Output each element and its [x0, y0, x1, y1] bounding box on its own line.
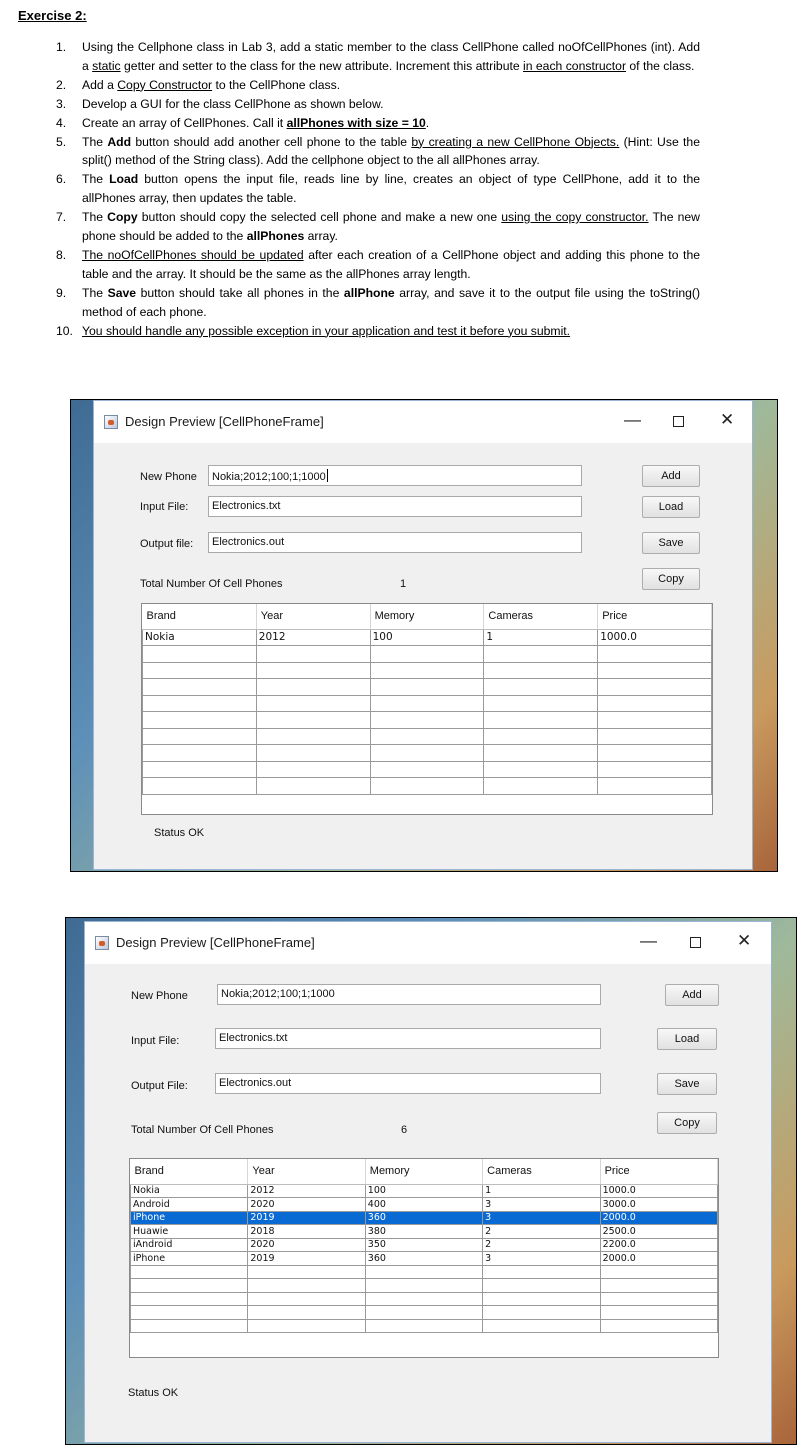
task-number: 5.: [56, 134, 67, 149]
table-cell[interactable]: [248, 1292, 365, 1306]
total-phones-label: Total Number Of Cell Phones: [140, 578, 283, 590]
table-cell[interactable]: 2020: [248, 1238, 365, 1252]
total-phones-value: 1: [400, 578, 407, 590]
table-cell[interactable]: [370, 728, 484, 745]
column-header[interactable]: Cameras: [484, 604, 598, 629]
task-text: [82, 208, 700, 246]
table-cell[interactable]: [598, 745, 712, 762]
task-item: [56, 76, 700, 95]
empty-table-row[interactable]: [131, 1279, 718, 1293]
task-text-run: Using the Cellphone class in Lab 3, add a static member to the class CellPhone called noOfCellPhones (int). Add a: [82, 40, 700, 73]
empty-table-row[interactable]: [143, 761, 712, 778]
table-cell[interactable]: [484, 695, 598, 712]
table-cell[interactable]: [598, 712, 712, 729]
table-cell[interactable]: [256, 646, 370, 663]
task-text: [82, 95, 700, 114]
table-cell[interactable]: 2000.0: [600, 1211, 717, 1225]
table-row[interactable]: [131, 1184, 718, 1198]
empty-table-row[interactable]: [143, 679, 712, 696]
table-cell[interactable]: [365, 1292, 482, 1306]
table-cell[interactable]: [131, 1265, 248, 1279]
column-header[interactable]: Brand: [131, 1159, 248, 1184]
task-text-run: allPhones: [246, 229, 305, 244]
status-label: Status OK: [154, 827, 205, 839]
task-text-run: by creating a new CellPhone Objects.: [411, 134, 620, 149]
empty-table-row[interactable]: [131, 1306, 718, 1320]
table-cell[interactable]: 360: [365, 1211, 482, 1225]
table-cell[interactable]: 1000.0: [600, 1184, 717, 1198]
add-button[interactable]: Add: [665, 984, 719, 1006]
task-text-run: button should add another cell phone to the table: [131, 134, 412, 149]
table-cell[interactable]: 100: [370, 629, 484, 646]
table-cell[interactable]: [370, 662, 484, 679]
column-header[interactable]: Brand: [143, 604, 257, 629]
table-cell[interactable]: [256, 728, 370, 745]
task-text-run: button should copy the selected cell phone and make a new one: [137, 210, 502, 225]
table-cell[interactable]: Nokia: [143, 629, 257, 646]
output-file-input[interactable]: Electronics.out: [215, 1073, 601, 1094]
table-cell[interactable]: [131, 1292, 248, 1306]
table-cell[interactable]: 2019: [248, 1211, 365, 1225]
task-number: 1.: [56, 40, 67, 54]
copy-button[interactable]: Copy: [642, 568, 700, 590]
empty-table-row[interactable]: [143, 646, 712, 663]
task-number: 8.: [56, 247, 67, 262]
task-text-run: allPhones with size = 10: [286, 115, 426, 130]
total-phones-value: 6: [401, 1124, 408, 1136]
table-cell[interactable]: [143, 695, 257, 712]
empty-table-row[interactable]: [143, 745, 712, 762]
table-cell[interactable]: [131, 1319, 248, 1333]
task-text-run: Add: [107, 134, 132, 149]
task-text-run: array.: [304, 229, 338, 244]
task-text-run: Develop a GUI for the class CellPhone as shown below.: [82, 96, 384, 111]
table-cell[interactable]: [598, 662, 712, 679]
table-cell[interactable]: [256, 761, 370, 778]
table-cell[interactable]: [370, 679, 484, 696]
task-text-run: The: [82, 210, 108, 225]
task-text-run: Create an array of CellPhones. Call it: [82, 115, 287, 130]
table-row[interactable]: [131, 1225, 718, 1239]
task-item: [56, 95, 700, 114]
table-cell[interactable]: [484, 745, 598, 762]
cellphone-frame-window-1: [93, 400, 753, 870]
phones-table[interactable]: [129, 1158, 719, 1358]
minimize-icon[interactable]: —: [624, 410, 641, 429]
load-button[interactable]: Load: [657, 1028, 717, 1050]
table-cell[interactable]: [598, 695, 712, 712]
table-cell[interactable]: [143, 745, 257, 762]
task-item: [56, 284, 700, 322]
table-cell[interactable]: [143, 728, 257, 745]
table-cell[interactable]: [483, 1306, 600, 1320]
table-cell[interactable]: 100: [365, 1184, 482, 1198]
status-label: Status OK: [128, 1387, 179, 1399]
table-cell[interactable]: [248, 1306, 365, 1320]
task-item: [56, 133, 700, 171]
column-header[interactable]: Cameras: [483, 1159, 600, 1184]
load-button[interactable]: Load: [642, 496, 700, 518]
title-bar: [94, 401, 752, 443]
task-item: [56, 38, 700, 76]
table-cell[interactable]: 350: [365, 1238, 482, 1252]
empty-table-row[interactable]: [143, 712, 712, 729]
table-cell[interactable]: 2: [483, 1225, 600, 1239]
table-cell[interactable]: [256, 778, 370, 795]
task-item: [56, 208, 700, 246]
table-cell[interactable]: [483, 1319, 600, 1333]
table-cell[interactable]: [256, 695, 370, 712]
table-cell[interactable]: [484, 679, 598, 696]
task-number: 4.: [56, 115, 67, 130]
cellphone-frame-window-2: [84, 921, 772, 1443]
task-text-run: after each creation of a CellPhone object and adding this phone to the table and the array. It should be the same as the allPhones array length.: [82, 247, 700, 281]
input-file-input[interactable]: Electronics.txt: [215, 1028, 601, 1049]
table-cell[interactable]: 380: [365, 1225, 482, 1239]
table-cell[interactable]: 360: [365, 1252, 482, 1266]
task-text-run: button should take all phones in the: [136, 285, 344, 300]
task-text: [82, 246, 700, 284]
table-header-row: [143, 604, 712, 629]
task-item: [56, 170, 700, 208]
new-phone-label: New Phone: [140, 471, 197, 483]
task-text-run: Copy: [107, 210, 138, 225]
task-text-run: The: [82, 172, 110, 187]
java-app-icon: [104, 415, 118, 429]
table-header-row: [131, 1159, 718, 1184]
task-number: 7.: [56, 210, 67, 225]
copy-button[interactable]: Copy: [657, 1112, 717, 1134]
task-text-run: getter and setter to the class for the new attribute. Increment this attribute: [120, 58, 524, 73]
column-header[interactable]: Price: [598, 604, 712, 629]
column-header[interactable]: Memory: [370, 604, 484, 629]
exercise-heading: Exercise 2:: [18, 8, 87, 23]
table-cell[interactable]: 2012: [248, 1184, 365, 1198]
empty-table-row[interactable]: [143, 728, 712, 745]
output-file-label: Output file:: [140, 538, 194, 550]
table-cell[interactable]: [484, 761, 598, 778]
task-text: [82, 133, 700, 171]
table-cell[interactable]: [598, 728, 712, 745]
task-number: 9.: [56, 285, 67, 300]
table-cell[interactable]: 2500.0: [600, 1225, 717, 1239]
task-number: 2.: [56, 77, 67, 92]
empty-table-row[interactable]: [131, 1265, 718, 1279]
input-file-label: Input File:: [131, 1035, 180, 1047]
output-file-input[interactable]: Electronics.out: [208, 532, 582, 553]
table-cell[interactable]: [365, 1265, 482, 1279]
table-cell[interactable]: 2: [483, 1238, 600, 1252]
close-icon[interactable]: ✕: [737, 931, 752, 950]
table-cell[interactable]: [600, 1265, 717, 1279]
table-cell[interactable]: [598, 778, 712, 795]
table-cell[interactable]: 400: [365, 1198, 482, 1212]
output-file-label: Output File:: [131, 1080, 188, 1092]
task-text: [82, 170, 700, 208]
task-text-run: Load: [109, 172, 139, 187]
screenshot-1: [70, 399, 778, 872]
table-cell[interactable]: [484, 646, 598, 663]
window-title: Design Preview [CellPhoneFrame]: [116, 935, 315, 950]
task-text-run: The: [82, 285, 108, 300]
task-text-run: .: [425, 115, 430, 130]
task-text-run: to the CellPhone class.: [212, 77, 341, 92]
task-text-run: Save: [107, 285, 137, 300]
table-cell[interactable]: [143, 712, 257, 729]
table-cell[interactable]: 3: [483, 1211, 600, 1225]
minimize-icon[interactable]: —: [640, 931, 657, 950]
table-cell[interactable]: 3: [483, 1198, 600, 1212]
table-cell[interactable]: [483, 1292, 600, 1306]
empty-table-row[interactable]: [143, 778, 712, 795]
table-cell[interactable]: [143, 761, 257, 778]
task-item: [56, 322, 700, 341]
table-cell[interactable]: Nokia: [131, 1184, 248, 1198]
task-text: [82, 114, 700, 133]
table-cell[interactable]: [365, 1319, 482, 1333]
table-cell[interactable]: [484, 712, 598, 729]
table-cell[interactable]: [143, 662, 257, 679]
task-text: [82, 284, 700, 322]
table-cell[interactable]: [484, 728, 598, 745]
task-number: 10.: [56, 323, 73, 338]
table-cell[interactable]: [483, 1265, 600, 1279]
table-cell[interactable]: [143, 646, 257, 663]
new-phone-input[interactable]: Nokia;2012;100;1;1000: [208, 465, 582, 486]
table-cell[interactable]: 2019: [248, 1252, 365, 1266]
task-text-run: The noOfCellPhones should be updated: [82, 247, 304, 262]
table-cell[interactable]: 3000.0: [600, 1198, 717, 1212]
table-cell[interactable]: Huawie: [131, 1225, 248, 1239]
task-text-run: Copy Constructor: [117, 77, 213, 92]
empty-table-row[interactable]: [131, 1292, 718, 1306]
maximize-icon[interactable]: [673, 416, 684, 427]
table-cell[interactable]: [598, 646, 712, 663]
total-phones-label: Total Number Of Cell Phones: [131, 1124, 274, 1136]
input-file-label: Input File:: [140, 501, 189, 513]
table-cell[interactable]: 1: [483, 1184, 600, 1198]
task-text-run: allPhone: [343, 285, 395, 300]
table-cell[interactable]: [600, 1279, 717, 1293]
table-cell[interactable]: [256, 712, 370, 729]
task-number: 3.: [56, 96, 67, 111]
task-text-run: static: [92, 58, 121, 73]
table-cell[interactable]: [598, 679, 712, 696]
maximize-icon[interactable]: [690, 937, 701, 948]
table-cell[interactable]: [365, 1306, 482, 1320]
empty-table-row[interactable]: [143, 662, 712, 679]
task-text-run: of the class.: [626, 58, 695, 73]
table-cell[interactable]: [370, 712, 484, 729]
table-cell[interactable]: [248, 1319, 365, 1333]
new-phone-label: New Phone: [131, 990, 188, 1002]
table-cell[interactable]: [600, 1306, 717, 1320]
task-item: [56, 114, 700, 133]
table-cell[interactable]: [143, 679, 257, 696]
column-header[interactable]: Year: [248, 1159, 365, 1184]
table-cell[interactable]: 2200.0: [600, 1238, 717, 1252]
title-bar: [85, 922, 771, 964]
table-cell[interactable]: [256, 679, 370, 696]
task-text: [82, 322, 700, 341]
close-icon[interactable]: ✕: [720, 410, 735, 429]
task-item: [56, 246, 700, 284]
task-text-run: using the copy constructor.: [501, 210, 649, 225]
task-text-run: Add a: [82, 77, 118, 92]
column-header[interactable]: Memory: [365, 1159, 482, 1184]
table-cell[interactable]: [365, 1279, 482, 1293]
table-cell[interactable]: [131, 1306, 248, 1320]
table-row[interactable]: [143, 629, 712, 646]
table-cell[interactable]: [370, 745, 484, 762]
input-file-input[interactable]: Electronics.txt: [208, 496, 582, 517]
table-cell[interactable]: 2012: [256, 629, 370, 646]
table-cell[interactable]: [131, 1279, 248, 1293]
task-text-run: The new phone should be added to the: [82, 210, 700, 244]
empty-table-row[interactable]: [131, 1319, 718, 1333]
table-cell[interactable]: Android: [131, 1198, 248, 1212]
new-phone-input[interactable]: Nokia;2012;100;1;1000: [217, 984, 601, 1005]
table-row[interactable]: [131, 1238, 718, 1252]
table-cell[interactable]: 1: [484, 629, 598, 646]
table-cell[interactable]: [370, 778, 484, 795]
table-cell[interactable]: iPhone: [131, 1211, 248, 1225]
table-cell[interactable]: [256, 662, 370, 679]
task-list: [56, 38, 700, 341]
task-number: 6.: [56, 172, 67, 187]
table-cell[interactable]: [483, 1279, 600, 1293]
save-button[interactable]: Save: [657, 1073, 717, 1095]
java-app-icon: [95, 936, 109, 950]
table-cell[interactable]: 2020: [248, 1198, 365, 1212]
table-row[interactable]: [131, 1211, 718, 1225]
table-cell[interactable]: [600, 1292, 717, 1306]
table-cell[interactable]: 2000.0: [600, 1252, 717, 1266]
table-cell[interactable]: [370, 761, 484, 778]
table-cell[interactable]: [256, 745, 370, 762]
table-cell[interactable]: 1000.0: [598, 629, 712, 646]
screenshot-2: [65, 917, 797, 1445]
table-cell[interactable]: iPhone: [131, 1252, 248, 1266]
task-text-run: in each constructor: [523, 58, 627, 73]
table-cell[interactable]: [484, 778, 598, 795]
table-cell[interactable]: [370, 646, 484, 663]
table-cell[interactable]: [143, 778, 257, 795]
table-cell[interactable]: iAndroid: [131, 1238, 248, 1252]
add-button[interactable]: Add: [642, 465, 700, 487]
task-text-run: The: [82, 134, 108, 149]
task-text-run: (Hint: Use the split() method of the String class). Add the cellphone object to the all allPhones array.: [82, 134, 700, 168]
task-text: [82, 76, 700, 95]
task-text: [82, 38, 700, 76]
empty-table-row[interactable]: [143, 695, 712, 712]
table-cell[interactable]: 3: [483, 1252, 600, 1266]
table-cell[interactable]: [484, 662, 598, 679]
table-cell[interactable]: [248, 1279, 365, 1293]
window-title: Design Preview [CellPhoneFrame]: [125, 414, 324, 429]
table-cell[interactable]: 2018: [248, 1225, 365, 1239]
table-cell[interactable]: [370, 695, 484, 712]
column-header[interactable]: Year: [256, 604, 370, 629]
task-text-run: array, and save it to the output file using the toString() method of each phone.: [82, 285, 701, 319]
table-cell[interactable]: [248, 1265, 365, 1279]
task-text-run: You should handle any possible exception in your application and test it before you submit.: [82, 323, 571, 338]
save-button[interactable]: Save: [642, 532, 700, 554]
table-cell[interactable]: [598, 761, 712, 778]
table-cell[interactable]: [600, 1319, 717, 1333]
table-row[interactable]: [131, 1252, 718, 1266]
phones-table[interactable]: [141, 603, 713, 815]
task-text-run: button opens the input file, reads line by line, creates an object of type CellPhone, add it to the allPhones array, then updates the table.: [82, 172, 700, 206]
column-header[interactable]: Price: [600, 1159, 717, 1184]
table-row[interactable]: [131, 1198, 718, 1212]
